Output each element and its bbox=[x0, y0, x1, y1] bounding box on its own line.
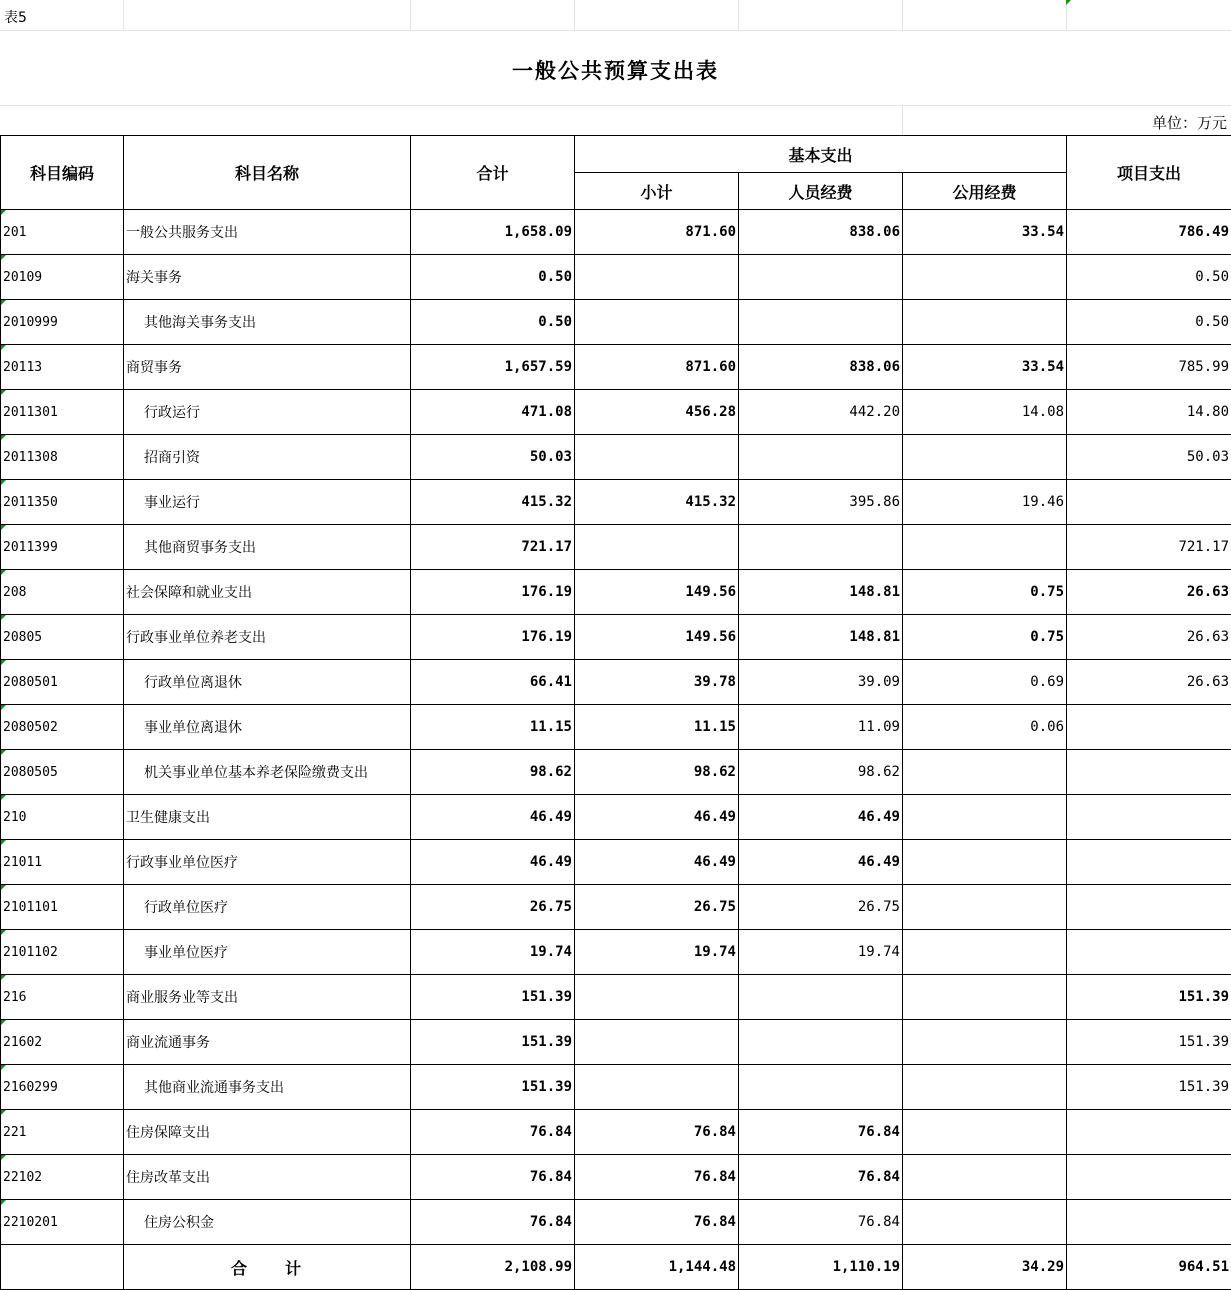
row-project: 151.39 bbox=[1067, 1020, 1231, 1065]
row-public bbox=[903, 255, 1067, 300]
header-public: 公用经费 bbox=[903, 173, 1067, 210]
row-personnel bbox=[739, 975, 903, 1020]
row-name: 商业流通事务 bbox=[124, 1020, 411, 1065]
total-label: 合 计 bbox=[124, 1245, 411, 1290]
row-subtotal: 98.62 bbox=[575, 750, 739, 795]
table-row bbox=[1, 570, 1231, 615]
row-subtotal bbox=[575, 255, 739, 300]
row-name: 商贸事务 bbox=[124, 345, 411, 390]
table-row bbox=[1, 1155, 1231, 1200]
table-row bbox=[1, 525, 1231, 570]
row-code: 2101102 bbox=[1, 930, 124, 975]
row-name: 社会保障和就业支出 bbox=[124, 570, 411, 615]
row-subtotal: 46.49 bbox=[575, 795, 739, 840]
total-code-cell bbox=[1, 1245, 124, 1290]
budget-table bbox=[0, 135, 1231, 1290]
table-row bbox=[1, 795, 1231, 840]
row-public: 0.75 bbox=[903, 615, 1067, 660]
row-project: 0.50 bbox=[1067, 255, 1231, 300]
row-public: 19.46 bbox=[903, 480, 1067, 525]
row-personnel bbox=[739, 255, 903, 300]
row-project: 151.39 bbox=[1067, 1065, 1231, 1110]
row-subtotal bbox=[575, 1020, 739, 1065]
row-name: 招商引资 bbox=[124, 435, 411, 480]
row-project bbox=[1067, 1155, 1231, 1200]
row-code: 216 bbox=[1, 975, 124, 1020]
row-project: 26.63 bbox=[1067, 570, 1231, 615]
row-subtotal: 19.74 bbox=[575, 930, 739, 975]
row-total: 19.74 bbox=[411, 930, 575, 975]
row-name: 住房公积金 bbox=[124, 1200, 411, 1245]
row-total: 1,658.09 bbox=[411, 210, 575, 255]
row-subtotal: 149.56 bbox=[575, 615, 739, 660]
table-row bbox=[1, 390, 1231, 435]
row-subtotal: 415.32 bbox=[575, 480, 739, 525]
table-row bbox=[1, 615, 1231, 660]
row-name: 行政运行 bbox=[124, 390, 411, 435]
row-project bbox=[1067, 1200, 1231, 1245]
row-total: 76.84 bbox=[411, 1155, 575, 1200]
row-total: 98.62 bbox=[411, 750, 575, 795]
row-name: 卫生健康支出 bbox=[124, 795, 411, 840]
table-body bbox=[1, 210, 1231, 1245]
row-project: 786.49 bbox=[1067, 210, 1231, 255]
table-row bbox=[1, 300, 1231, 345]
row-public bbox=[903, 525, 1067, 570]
row-subtotal: 76.84 bbox=[575, 1110, 739, 1155]
row-personnel bbox=[739, 1020, 903, 1065]
table-row bbox=[1, 705, 1231, 750]
table-row bbox=[1, 885, 1231, 930]
row-subtotal: 76.84 bbox=[575, 1155, 739, 1200]
header-subtotal: 小计 bbox=[575, 173, 739, 210]
row-public bbox=[903, 1200, 1067, 1245]
row-project bbox=[1067, 795, 1231, 840]
row-code: 201 bbox=[1, 210, 124, 255]
row-project bbox=[1067, 885, 1231, 930]
row-personnel: 148.81 bbox=[739, 615, 903, 660]
row-code: 2080501 bbox=[1, 660, 124, 705]
row-subtotal: 11.15 bbox=[575, 705, 739, 750]
row-total: 11.15 bbox=[411, 705, 575, 750]
row-total: 151.39 bbox=[411, 975, 575, 1020]
table-row bbox=[1, 480, 1231, 525]
total-row bbox=[1, 1245, 1231, 1290]
total-total: 2,108.99 bbox=[411, 1245, 575, 1290]
row-public bbox=[903, 885, 1067, 930]
row-name: 行政单位医疗 bbox=[124, 885, 411, 930]
row-public: 0.69 bbox=[903, 660, 1067, 705]
row-project bbox=[1067, 705, 1231, 750]
table-row bbox=[1, 930, 1231, 975]
row-code: 2160299 bbox=[1, 1065, 124, 1110]
row-total: 46.49 bbox=[411, 795, 575, 840]
row-name: 事业运行 bbox=[124, 480, 411, 525]
row-subtotal bbox=[575, 435, 739, 480]
row-name: 行政事业单位养老支出 bbox=[124, 615, 411, 660]
header-name: 科目名称 bbox=[124, 136, 411, 210]
row-personnel: 76.84 bbox=[739, 1155, 903, 1200]
row-project: 26.63 bbox=[1067, 660, 1231, 705]
row-personnel: 76.84 bbox=[739, 1110, 903, 1155]
row-name: 其他海关事务支出 bbox=[124, 300, 411, 345]
row-subtotal bbox=[575, 525, 739, 570]
row-project bbox=[1067, 840, 1231, 885]
row-public: 33.54 bbox=[903, 210, 1067, 255]
row-public bbox=[903, 1065, 1067, 1110]
row-code: 2010999 bbox=[1, 300, 124, 345]
row-code: 2080505 bbox=[1, 750, 124, 795]
row-name: 机关事业单位基本养老保险缴费支出 bbox=[124, 750, 411, 795]
row-public bbox=[903, 435, 1067, 480]
header-total: 合计 bbox=[411, 136, 575, 210]
row-total: 151.39 bbox=[411, 1020, 575, 1065]
row-name: 事业单位离退休 bbox=[124, 705, 411, 750]
total-subtotal: 1,144.48 bbox=[575, 1245, 739, 1290]
row-public bbox=[903, 930, 1067, 975]
row-personnel bbox=[739, 1065, 903, 1110]
row-personnel: 46.49 bbox=[739, 840, 903, 885]
row-total: 151.39 bbox=[411, 1065, 575, 1110]
row-code: 2101101 bbox=[1, 885, 124, 930]
header-code: 科目编码 bbox=[1, 136, 124, 210]
sheet-label: 表5 bbox=[4, 10, 27, 26]
row-public bbox=[903, 975, 1067, 1020]
row-code: 2011301 bbox=[1, 390, 124, 435]
row-public bbox=[903, 1020, 1067, 1065]
row-personnel: 26.75 bbox=[739, 885, 903, 930]
row-subtotal: 871.60 bbox=[575, 210, 739, 255]
row-public: 14.08 bbox=[903, 390, 1067, 435]
row-personnel: 19.74 bbox=[739, 930, 903, 975]
row-total: 76.84 bbox=[411, 1200, 575, 1245]
row-public: 0.75 bbox=[903, 570, 1067, 615]
row-name: 其他商业流通事务支出 bbox=[124, 1065, 411, 1110]
row-project: 785.99 bbox=[1067, 345, 1231, 390]
row-public: 0.06 bbox=[903, 705, 1067, 750]
table-row bbox=[1, 750, 1231, 795]
row-name: 一般公共服务支出 bbox=[124, 210, 411, 255]
row-project: 50.03 bbox=[1067, 435, 1231, 480]
row-project bbox=[1067, 480, 1231, 525]
header-personnel: 人员经费 bbox=[739, 173, 903, 210]
row-total: 415.32 bbox=[411, 480, 575, 525]
row-code: 2080502 bbox=[1, 705, 124, 750]
page-title: 一般公共预算支出表 bbox=[512, 59, 719, 83]
row-subtotal: 456.28 bbox=[575, 390, 739, 435]
row-public bbox=[903, 750, 1067, 795]
header-project: 项目支出 bbox=[1067, 136, 1231, 210]
row-personnel: 838.06 bbox=[739, 345, 903, 390]
row-total: 0.50 bbox=[411, 300, 575, 345]
table-row bbox=[1, 1065, 1231, 1110]
row-total: 176.19 bbox=[411, 570, 575, 615]
row-total: 46.49 bbox=[411, 840, 575, 885]
row-personnel: 395.86 bbox=[739, 480, 903, 525]
row-total: 176.19 bbox=[411, 615, 575, 660]
row-name: 海关事务 bbox=[124, 255, 411, 300]
row-total: 66.41 bbox=[411, 660, 575, 705]
row-personnel bbox=[739, 435, 903, 480]
row-total: 76.84 bbox=[411, 1110, 575, 1155]
row-public bbox=[903, 300, 1067, 345]
row-name: 行政单位离退休 bbox=[124, 660, 411, 705]
row-name: 商业服务业等支出 bbox=[124, 975, 411, 1020]
row-name: 住房保障支出 bbox=[124, 1110, 411, 1155]
row-subtotal: 26.75 bbox=[575, 885, 739, 930]
total-project: 964.51 bbox=[1067, 1245, 1231, 1290]
row-personnel: 39.09 bbox=[739, 660, 903, 705]
row-name: 事业单位医疗 bbox=[124, 930, 411, 975]
row-project: 14.80 bbox=[1067, 390, 1231, 435]
row-code: 21602 bbox=[1, 1020, 124, 1065]
row-code: 20109 bbox=[1, 255, 124, 300]
row-name: 其他商贸事务支出 bbox=[124, 525, 411, 570]
row-total: 471.08 bbox=[411, 390, 575, 435]
row-code: 20113 bbox=[1, 345, 124, 390]
row-name: 住房改革支出 bbox=[124, 1155, 411, 1200]
table-row bbox=[1, 1200, 1231, 1245]
row-total: 1,657.59 bbox=[411, 345, 575, 390]
row-project: 721.17 bbox=[1067, 525, 1231, 570]
row-code: 2210201 bbox=[1, 1200, 124, 1245]
row-personnel: 76.84 bbox=[739, 1200, 903, 1245]
row-personnel: 838.06 bbox=[739, 210, 903, 255]
table-row bbox=[1, 840, 1231, 885]
row-public bbox=[903, 1155, 1067, 1200]
total-public: 34.29 bbox=[903, 1245, 1067, 1290]
table-row bbox=[1, 975, 1231, 1020]
row-subtotal bbox=[575, 975, 739, 1020]
row-public bbox=[903, 1110, 1067, 1155]
row-personnel: 148.81 bbox=[739, 570, 903, 615]
row-project: 151.39 bbox=[1067, 975, 1231, 1020]
row-public bbox=[903, 795, 1067, 840]
row-total: 721.17 bbox=[411, 525, 575, 570]
row-subtotal bbox=[575, 300, 739, 345]
row-personnel: 11.09 bbox=[739, 705, 903, 750]
row-code: 2011308 bbox=[1, 435, 124, 480]
row-code: 208 bbox=[1, 570, 124, 615]
row-personnel: 46.49 bbox=[739, 795, 903, 840]
table-row bbox=[1, 255, 1231, 300]
table-row bbox=[1, 345, 1231, 390]
row-total: 26.75 bbox=[411, 885, 575, 930]
row-code: 20805 bbox=[1, 615, 124, 660]
table-row bbox=[1, 660, 1231, 705]
row-subtotal: 871.60 bbox=[575, 345, 739, 390]
row-personnel: 442.20 bbox=[739, 390, 903, 435]
row-code: 22102 bbox=[1, 1155, 124, 1200]
row-code: 2011399 bbox=[1, 525, 124, 570]
row-public: 33.54 bbox=[903, 345, 1067, 390]
row-total: 0.50 bbox=[411, 255, 575, 300]
table-row bbox=[1, 210, 1231, 255]
unit-label: 单位：万元 bbox=[1151, 114, 1227, 132]
row-code: 21011 bbox=[1, 840, 124, 885]
row-public bbox=[903, 840, 1067, 885]
row-code: 2011350 bbox=[1, 480, 124, 525]
row-personnel bbox=[739, 525, 903, 570]
total-personnel: 1,110.19 bbox=[739, 1245, 903, 1290]
row-project bbox=[1067, 750, 1231, 795]
row-code: 221 bbox=[1, 1110, 124, 1155]
row-project: 26.63 bbox=[1067, 615, 1231, 660]
row-subtotal: 39.78 bbox=[575, 660, 739, 705]
row-subtotal: 46.49 bbox=[575, 840, 739, 885]
header-basic: 基本支出 bbox=[575, 136, 1067, 173]
table-row bbox=[1, 1020, 1231, 1065]
row-subtotal: 76.84 bbox=[575, 1200, 739, 1245]
table-row bbox=[1, 435, 1231, 480]
row-personnel: 98.62 bbox=[739, 750, 903, 795]
table-row bbox=[1, 1110, 1231, 1155]
row-project bbox=[1067, 930, 1231, 975]
row-project bbox=[1067, 1110, 1231, 1155]
row-name: 行政事业单位医疗 bbox=[124, 840, 411, 885]
row-subtotal bbox=[575, 1065, 739, 1110]
row-code: 210 bbox=[1, 795, 124, 840]
row-total: 50.03 bbox=[411, 435, 575, 480]
row-subtotal: 149.56 bbox=[575, 570, 739, 615]
row-personnel bbox=[739, 300, 903, 345]
row-project: 0.50 bbox=[1067, 300, 1231, 345]
